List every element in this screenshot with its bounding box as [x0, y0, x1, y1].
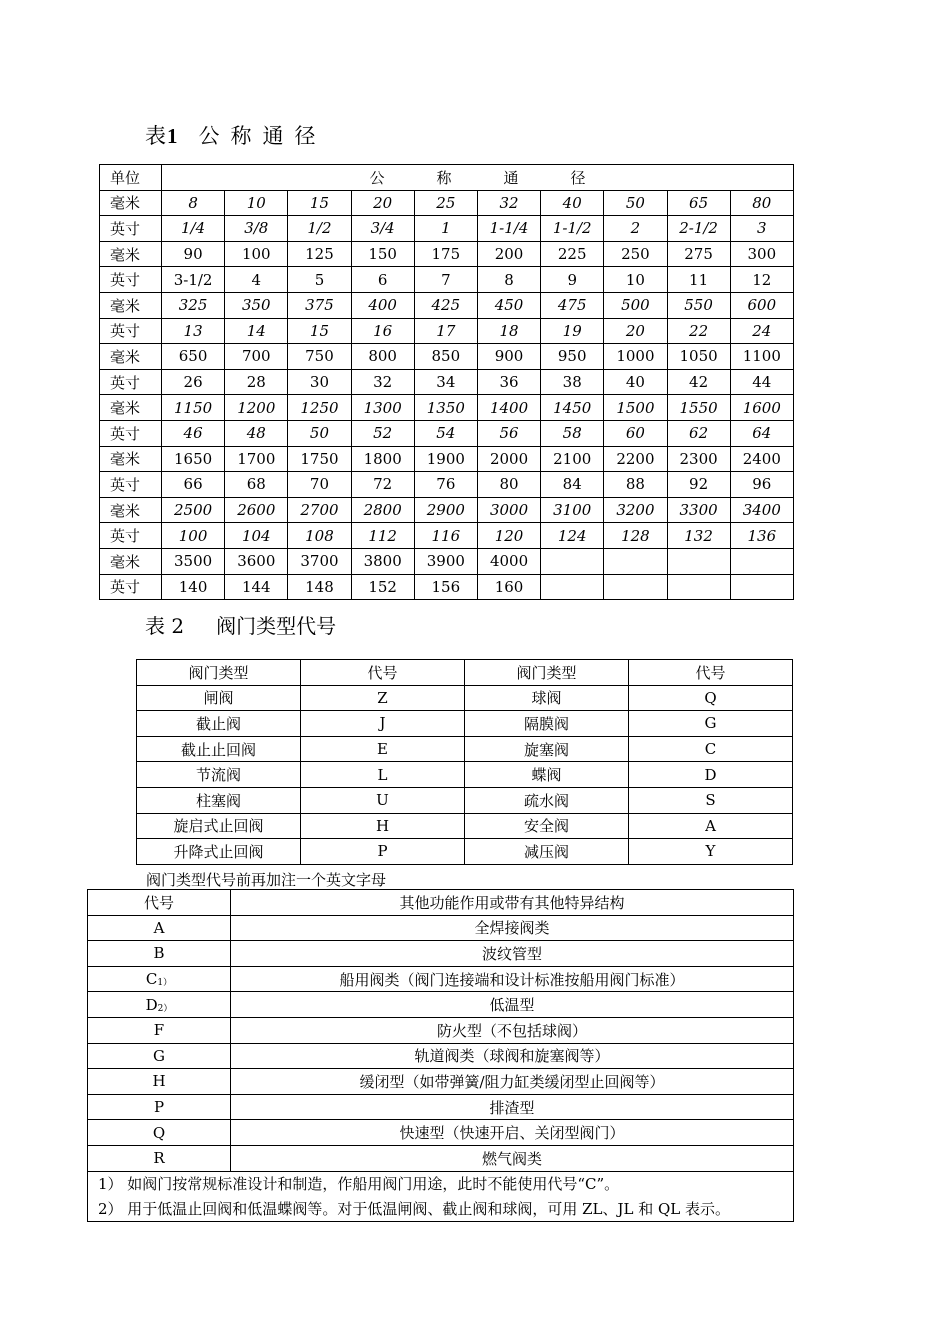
- table1-value-cell: 64: [730, 420, 793, 446]
- table2-code-cell: J: [301, 711, 465, 737]
- table2-row: [137, 685, 793, 711]
- table1-value-cell: 28: [225, 369, 288, 395]
- table3-desc-cell: 全焊接阀类: [231, 915, 794, 941]
- table1-value-cell: 2200: [604, 446, 667, 472]
- table1-value-cell: 150: [351, 241, 414, 267]
- table1-value-cell: 300: [730, 241, 793, 267]
- table1-value-cell: 275: [667, 241, 730, 267]
- table1-value-cell: 152: [351, 574, 414, 600]
- table1-value-cell: [667, 548, 730, 574]
- table1-value-cell: 900: [477, 344, 540, 370]
- table2-code-cell: H: [301, 813, 465, 839]
- table1-value-cell: 100: [225, 241, 288, 267]
- table1-value-cell: 48: [225, 420, 288, 446]
- table1-value-cell: 76: [414, 472, 477, 498]
- table2-valve-type-cell: 升降式止回阀: [137, 839, 301, 865]
- table1-unit-cell: 英寸: [100, 318, 162, 344]
- table1-row: [100, 318, 794, 344]
- table2-valve-type-cell: 旋启式止回阀: [137, 813, 301, 839]
- table3-code-cell: [88, 1043, 231, 1069]
- table2-row: [137, 787, 793, 813]
- table1-value-cell: [541, 548, 604, 574]
- table1-value-cell: 38: [541, 369, 604, 395]
- table3-code-cell: [88, 992, 231, 1018]
- table1-title-text: 公称通径: [198, 124, 327, 148]
- table1-value-cell: [730, 548, 793, 574]
- table2-code-cell: D: [629, 762, 793, 788]
- table2-title: [145, 610, 336, 639]
- table2-code-cell: E: [301, 736, 465, 762]
- table1-header-span: 公称通径: [162, 165, 794, 191]
- table1-value-cell: 1900: [414, 446, 477, 472]
- table1-value-cell: 1550: [667, 395, 730, 421]
- table1-value-cell: 5: [288, 267, 351, 293]
- table1-value-cell: 70: [288, 472, 351, 498]
- table1-value-cell: 20: [351, 190, 414, 216]
- table1-value-cell: 11: [667, 267, 730, 293]
- table1-title-number: 1: [167, 124, 179, 148]
- table1-value-cell: 96: [730, 472, 793, 498]
- table1-value-cell: 44: [730, 369, 793, 395]
- table1-unit-cell: 毫米: [100, 190, 162, 216]
- table1-value-cell: 1/4: [162, 216, 225, 242]
- table1-value-cell: 32: [477, 190, 540, 216]
- table1-value-cell: 7: [414, 267, 477, 293]
- table1-unit-cell: 英寸: [100, 216, 162, 242]
- table2-header-cell: 阀门类型: [137, 660, 301, 686]
- table1-unit-cell: 英寸: [100, 574, 162, 600]
- table1-value-cell: 60: [604, 420, 667, 446]
- table3-footnote: 2） 用于低温止回阀和低温蝶阀等。对于低温闸阀、截止阀和球阀，可用 ZL、JL 和 QL 表示。: [88, 1196, 794, 1221]
- table3-code-cell: [88, 1017, 231, 1043]
- table3-code: C: [145, 970, 158, 989]
- table1-value-cell: 600: [730, 292, 793, 318]
- table1-value-cell: 1300: [351, 395, 414, 421]
- table2-code-cell: A: [629, 813, 793, 839]
- valve-type-code-table: [136, 659, 793, 865]
- table1-value-cell: 46: [162, 420, 225, 446]
- table1-value-cell: 4: [225, 267, 288, 293]
- table2-code-cell: Y: [629, 839, 793, 865]
- table1-value-cell: 128: [604, 523, 667, 549]
- table1-value-cell: 475: [541, 292, 604, 318]
- table3-desc-cell: 轨道阀类（球阀和旋塞阀等）: [231, 1043, 794, 1069]
- table1-value-cell: 40: [541, 190, 604, 216]
- table1-row: [100, 574, 794, 600]
- table1-value-cell: 1250: [288, 395, 351, 421]
- table1-value-cell: 2300: [667, 446, 730, 472]
- table1-row: [100, 216, 794, 242]
- table1-value-cell: 26: [162, 369, 225, 395]
- table1-unit-cell: 英寸: [100, 267, 162, 293]
- table1-row: [100, 497, 794, 523]
- table3-code: D: [145, 995, 158, 1014]
- table1-value-cell: 100: [162, 523, 225, 549]
- table3-row: [88, 941, 794, 967]
- table3-footnote: 1） 如阀门按常规标准设计和制造，作船用阀门用途，此时不能使用代号“C”。: [88, 1171, 794, 1196]
- table1-value-cell: 1650: [162, 446, 225, 472]
- table1-value-cell: 650: [162, 344, 225, 370]
- table2-title-prefix: 表 2: [145, 614, 185, 638]
- table2-row: [137, 839, 793, 865]
- table1-value-cell: 88: [604, 472, 667, 498]
- table3-row: [88, 1120, 794, 1146]
- table1-value-cell: 3800: [351, 548, 414, 574]
- table3-code: F: [153, 1021, 165, 1040]
- table1-value-cell: [667, 574, 730, 600]
- prefix-letter-note: 阀门类型代号前再加注一个英文字母: [146, 871, 387, 889]
- table1-value-cell: 450: [477, 292, 540, 318]
- table1-value-cell: 52: [351, 420, 414, 446]
- table3-code: R: [153, 1149, 165, 1168]
- nominal-diameter-table: [99, 164, 794, 600]
- table1-value-cell: 500: [604, 292, 667, 318]
- table1-unit-cell: 英寸: [100, 420, 162, 446]
- table1-value-cell: 1-1/2: [541, 216, 604, 242]
- table1-unit-cell: 毫米: [100, 344, 162, 370]
- table3-row: [88, 992, 794, 1018]
- table1-value-cell: 12: [730, 267, 793, 293]
- table3-row: [88, 966, 794, 992]
- table2-valve-type-cell: 疏水阀: [465, 787, 629, 813]
- table2-title-text: 阀门类型代号: [216, 614, 337, 638]
- table3-desc-cell: 排渣型: [231, 1094, 794, 1120]
- table1-value-cell: 400: [351, 292, 414, 318]
- table1-value-cell: 22: [667, 318, 730, 344]
- table2-valve-type-cell: 蝶阀: [465, 762, 629, 788]
- table2-row: [137, 813, 793, 839]
- table1-value-cell: 54: [414, 420, 477, 446]
- table1-value-cell: 40: [604, 369, 667, 395]
- table1-value-cell: 2100: [541, 446, 604, 472]
- table1-value-cell: 1400: [477, 395, 540, 421]
- table1-value-cell: 1: [414, 216, 477, 242]
- table1-value-cell: 36: [477, 369, 540, 395]
- table2-code-cell: Z: [301, 685, 465, 711]
- table1-value-cell: 1500: [604, 395, 667, 421]
- table3-footnote-row: [88, 1171, 794, 1196]
- table1-value-cell: 10: [225, 190, 288, 216]
- table1-unit-cell: 毫米: [100, 241, 162, 267]
- table3-desc-cell: 波纹管型: [231, 941, 794, 967]
- table2-code-cell: C: [629, 736, 793, 762]
- table1-value-cell: 19: [541, 318, 604, 344]
- table3-row: [88, 1017, 794, 1043]
- table2-valve-type-cell: 减压阀: [465, 839, 629, 865]
- table1-value-cell: [604, 548, 667, 574]
- table1-row: [100, 472, 794, 498]
- table3-code-cell: [88, 915, 231, 941]
- table3-desc-cell: 缓闭型（如带弹簧/阻力缸类缓闭型止回阀等）: [231, 1069, 794, 1095]
- table1-value-cell: 30: [288, 369, 351, 395]
- table1-value-cell: 200: [477, 241, 540, 267]
- table1-value-cell: 225: [541, 241, 604, 267]
- table2-row: [137, 762, 793, 788]
- table1-value-cell: 325: [162, 292, 225, 318]
- table1-value-cell: 32: [351, 369, 414, 395]
- table1-value-cell: 2-1/2: [667, 216, 730, 242]
- table1-value-cell: 124: [541, 523, 604, 549]
- table1-row: [100, 344, 794, 370]
- table1-header-row: [100, 165, 794, 191]
- table2-code-cell: U: [301, 787, 465, 813]
- table1-value-cell: 34: [414, 369, 477, 395]
- table3-header-cell: 其他功能作用或带有其他特异结构: [231, 890, 794, 916]
- table1-value-cell: 2900: [414, 497, 477, 523]
- table1-value-cell: [541, 574, 604, 600]
- table3-code-cell: [88, 966, 231, 992]
- table1-value-cell: 1750: [288, 446, 351, 472]
- table1-value-cell: 125: [288, 241, 351, 267]
- table2-valve-type-cell: 节流阀: [137, 762, 301, 788]
- table1-row: [100, 420, 794, 446]
- table2-valve-type-cell: 闸阀: [137, 685, 301, 711]
- table3-header-cell: 代号: [88, 890, 231, 916]
- table3-footnote-marker: 2）: [157, 1003, 173, 1014]
- table1-value-cell: 2800: [351, 497, 414, 523]
- table1-value-cell: 18: [477, 318, 540, 344]
- table1-value-cell: 1100: [730, 344, 793, 370]
- table1-value-cell: 80: [730, 190, 793, 216]
- table3-code: A: [153, 918, 165, 937]
- table1-row: [100, 292, 794, 318]
- table1-row: [100, 523, 794, 549]
- table1-value-cell: 62: [667, 420, 730, 446]
- table1-row: [100, 395, 794, 421]
- table1-value-cell: 3700: [288, 548, 351, 574]
- table2-header-cell: 阀门类型: [465, 660, 629, 686]
- table1-unit-cell: 英寸: [100, 369, 162, 395]
- table1-row: [100, 190, 794, 216]
- table3-row: [88, 1145, 794, 1171]
- table2-valve-type-cell: 旋塞阀: [465, 736, 629, 762]
- table1-value-cell: 3500: [162, 548, 225, 574]
- table1-value-cell: 3900: [414, 548, 477, 574]
- table1-value-cell: 6: [351, 267, 414, 293]
- table3-code: H: [152, 1072, 166, 1091]
- table1-value-cell: 2400: [730, 446, 793, 472]
- table1-unit-cell: 毫米: [100, 292, 162, 318]
- table2-valve-type-cell: 隔膜阀: [465, 711, 629, 737]
- table1-value-cell: 16: [351, 318, 414, 344]
- table1-value-cell: 3400: [730, 497, 793, 523]
- table1-value-cell: 1700: [225, 446, 288, 472]
- table1-unit-cell: 毫米: [100, 548, 162, 574]
- table1-value-cell: 175: [414, 241, 477, 267]
- table3-desc-cell: 燃气阀类: [231, 1145, 794, 1171]
- table1-value-cell: 84: [541, 472, 604, 498]
- table3-code-cell: [88, 1094, 231, 1120]
- table1-value-cell: 108: [288, 523, 351, 549]
- table1-value-cell: 3600: [225, 548, 288, 574]
- table1-title-prefix: 表: [145, 124, 167, 148]
- table1-value-cell: 58: [541, 420, 604, 446]
- table1-value-cell: 1800: [351, 446, 414, 472]
- table3-row: [88, 1094, 794, 1120]
- table1-value-cell: 80: [477, 472, 540, 498]
- table1-value-cell: [730, 574, 793, 600]
- table1-value-cell: 2700: [288, 497, 351, 523]
- table1-value-cell: 2600: [225, 497, 288, 523]
- table1-value-cell: 2: [604, 216, 667, 242]
- table1-value-cell: 17: [414, 318, 477, 344]
- table2-valve-type-cell: 柱塞阀: [137, 787, 301, 813]
- table1-value-cell: 800: [351, 344, 414, 370]
- table3-row: [88, 1043, 794, 1069]
- table1-value-cell: 1350: [414, 395, 477, 421]
- table3-desc-cell: 低温型: [231, 992, 794, 1018]
- table2-valve-type-cell: 截止止回阀: [137, 736, 301, 762]
- table1-row: [100, 369, 794, 395]
- table1-value-cell: 350: [225, 292, 288, 318]
- table1-value-cell: 1050: [667, 344, 730, 370]
- table1-value-cell: 136: [730, 523, 793, 549]
- table1-row: [100, 267, 794, 293]
- table2-code-cell: Q: [629, 685, 793, 711]
- table1-row: [100, 241, 794, 267]
- table1-value-cell: 65: [667, 190, 730, 216]
- table3-row: [88, 915, 794, 941]
- table1-value-cell: 250: [604, 241, 667, 267]
- table1-value-cell: 950: [541, 344, 604, 370]
- table1-value-cell: 700: [225, 344, 288, 370]
- table2-code-cell: L: [301, 762, 465, 788]
- table1-value-cell: 375: [288, 292, 351, 318]
- table2-row: [137, 711, 793, 737]
- table1-value-cell: 140: [162, 574, 225, 600]
- table3-code-cell: [88, 1120, 231, 1146]
- table1-row: [100, 446, 794, 472]
- table3-code: B: [153, 944, 165, 963]
- table1-unit-cell: 英寸: [100, 523, 162, 549]
- table1-value-cell: 42: [667, 369, 730, 395]
- table1-value-cell: 132: [667, 523, 730, 549]
- table1-value-cell: 1150: [162, 395, 225, 421]
- table1-value-cell: 68: [225, 472, 288, 498]
- table1-value-cell: 1000: [604, 344, 667, 370]
- table1-value-cell: 8: [162, 190, 225, 216]
- table1-title: [145, 120, 327, 150]
- table1-value-cell: 90: [162, 241, 225, 267]
- table1-value-cell: 144: [225, 574, 288, 600]
- table1-value-cell: 104: [225, 523, 288, 549]
- table2-header-cell: 代号: [301, 660, 465, 686]
- table1-value-cell: 20: [604, 318, 667, 344]
- table1-value-cell: 1450: [541, 395, 604, 421]
- table1-value-cell: 13: [162, 318, 225, 344]
- table2-row: [137, 736, 793, 762]
- table1-value-cell: 4000: [477, 548, 540, 574]
- table1-value-cell: 3-1/2: [162, 267, 225, 293]
- table1-value-cell: 3/4: [351, 216, 414, 242]
- table2-valve-type-cell: 球阀: [465, 685, 629, 711]
- table3-desc-cell: 船用阀类（阀门连接端和设计标准按船用阀门标准）: [231, 966, 794, 992]
- table1-value-cell: 850: [414, 344, 477, 370]
- table1-value-cell: 14: [225, 318, 288, 344]
- table1-value-cell: 66: [162, 472, 225, 498]
- table2-valve-type-cell: 截止阀: [137, 711, 301, 737]
- table3-code-cell: [88, 1145, 231, 1171]
- table3-code: Q: [152, 1123, 166, 1142]
- table1-value-cell: 2000: [477, 446, 540, 472]
- table1-value-cell: 8: [477, 267, 540, 293]
- table3-header-row: [88, 890, 794, 916]
- table1-value-cell: 425: [414, 292, 477, 318]
- table3-code-cell: [88, 941, 231, 967]
- table1-unit-cell: 毫米: [100, 497, 162, 523]
- table1-value-cell: 2500: [162, 497, 225, 523]
- table1-row: [100, 548, 794, 574]
- table1-value-cell: 56: [477, 420, 540, 446]
- table1-value-cell: 1-1/4: [477, 216, 540, 242]
- table1-unit-cell: 毫米: [100, 446, 162, 472]
- table1-value-cell: 50: [288, 420, 351, 446]
- table3-row: [88, 1069, 794, 1095]
- table1-value-cell: 3/8: [225, 216, 288, 242]
- table1-value-cell: 120: [477, 523, 540, 549]
- table1-value-cell: 550: [667, 292, 730, 318]
- table1-value-cell: 1200: [225, 395, 288, 421]
- table1-value-cell: 116: [414, 523, 477, 549]
- table3-code: P: [153, 1098, 165, 1117]
- table3-code: G: [153, 1046, 165, 1065]
- table1-value-cell: 156: [414, 574, 477, 600]
- table2-header-cell: 代号: [629, 660, 793, 686]
- table3-footnote-marker: 1）: [157, 978, 173, 989]
- table1-value-cell: 1600: [730, 395, 793, 421]
- table1-value-cell: 15: [288, 318, 351, 344]
- table1-value-cell: 15: [288, 190, 351, 216]
- extra-function-code-table: [87, 889, 794, 1222]
- table2-header-row: [137, 660, 793, 686]
- table1-value-cell: 3300: [667, 497, 730, 523]
- table1-unit-cell: 英寸: [100, 472, 162, 498]
- table3-code-cell: [88, 1069, 231, 1095]
- table1-value-cell: 24: [730, 318, 793, 344]
- table1-value-cell: 160: [477, 574, 540, 600]
- table2-code-cell: G: [629, 711, 793, 737]
- table1-unit-cell: 毫米: [100, 395, 162, 421]
- table1-value-cell: 25: [414, 190, 477, 216]
- table2-valve-type-cell: 安全阀: [465, 813, 629, 839]
- table1-value-cell: 148: [288, 574, 351, 600]
- table1-value-cell: 1/2: [288, 216, 351, 242]
- table1-value-cell: 3100: [541, 497, 604, 523]
- table1-value-cell: 112: [351, 523, 414, 549]
- table3-desc-cell: 防火型（不包括球阀）: [231, 1017, 794, 1043]
- table1-value-cell: 50: [604, 190, 667, 216]
- table1-value-cell: 3: [730, 216, 793, 242]
- table1-value-cell: 92: [667, 472, 730, 498]
- table1-value-cell: 9: [541, 267, 604, 293]
- table2-code-cell: S: [629, 787, 793, 813]
- table1-value-cell: 750: [288, 344, 351, 370]
- table1-value-cell: [604, 574, 667, 600]
- table1-value-cell: 72: [351, 472, 414, 498]
- table1-value-cell: 3200: [604, 497, 667, 523]
- table2-code-cell: P: [301, 839, 465, 865]
- table1-value-cell: 10: [604, 267, 667, 293]
- table3-footnote-row: [88, 1196, 794, 1221]
- table3-desc-cell: 快速型（快速开启、关闭型阀门）: [231, 1120, 794, 1146]
- table1-header-unit: 单位: [100, 165, 162, 191]
- table1-value-cell: 3000: [477, 497, 540, 523]
